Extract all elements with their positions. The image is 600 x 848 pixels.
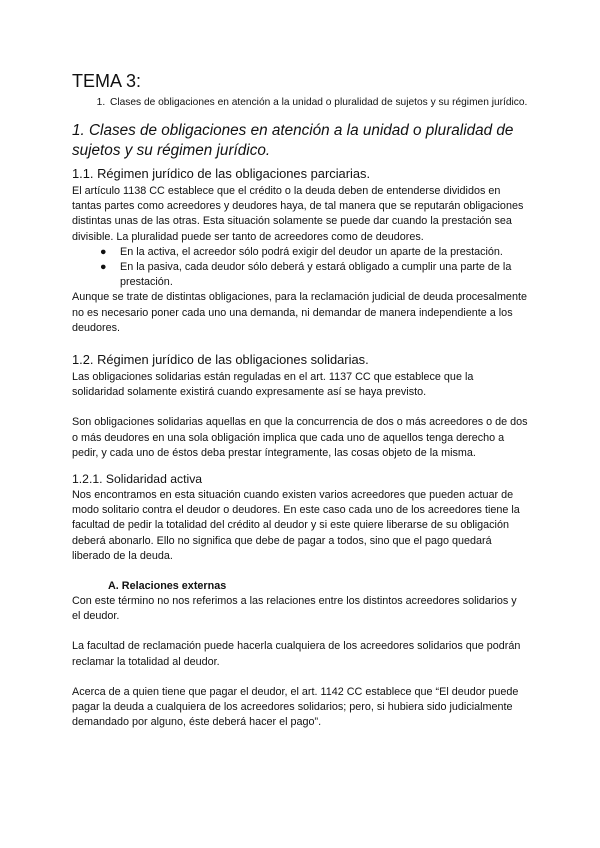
toc-item: 1. Clases de obligaciones en atención a la unidad o pluralidad de sujetos y su régimen jurídico.	[108, 96, 528, 109]
section-1-2-1-heading: 1.2.1. Solidaridad activa	[72, 472, 203, 487]
table-of-contents	[72, 96, 528, 109]
section-1-heading: 1. Clases de obligaciones en atención a la unidad o pluralidad de sujetos y su régimen jurídico.	[72, 122, 514, 159]
paragraph: Son obligaciones solidarias aquellas en que la concurrencia de dos o más acreedores o de dos o más deudores en una sola obligación implica que cada uno de aquellos tenga derecho a pedir, y cada uno de éstos deba prestar íntegramente, las cosas objeto de la misma.	[72, 416, 528, 459]
bullet-icon: ●	[100, 245, 107, 258]
section-1-2-heading: 1.2. Régimen jurídico de las obligaciones solidarias.	[72, 352, 369, 368]
spacer	[72, 624, 528, 639]
paragraph: Aunque se trate de distintas obligaciones, para la reclamación judicial de deuda procesalmente no es necesario poner cada uno una demanda, ni demandar de manera independiente a los deudores.	[72, 291, 527, 334]
bullet-icon: ●	[100, 261, 107, 274]
spacer	[72, 461, 528, 471]
spacer	[72, 400, 528, 415]
bullet-list	[72, 245, 528, 291]
section-1-1-heading: 1.1. Régimen jurídico de las obligaciones parciarias.	[72, 166, 371, 181]
list-item	[100, 245, 528, 260]
spacer	[72, 670, 528, 685]
paragraph: Las obligaciones solidarias están reguladas en el art. 1137 CC que establece que la solidaridad solamente existirá cuando expresamente así se haya previsto.	[72, 371, 474, 399]
paragraph: Acerca de a quien tiene que pagar el deudor, el art. 1142 CC establece que “El deudor puede pagar la deuda a cualquiera de los acreedores solidarios; pero, si hubiera sido judicialmente demandado por alguno, éste deberá hacer el pago”.	[72, 685, 519, 729]
section-a-heading: A. Relaciones externas	[108, 580, 227, 593]
list-item	[100, 260, 528, 290]
list-item-text: En la activa, el acreedor sólo podrá exigir del deudor un aparte de la prestación.	[120, 245, 503, 258]
document-title: TEMA 3:	[72, 71, 142, 91]
paragraph: El artículo 1138 CC establece que el crédito o la deuda deben de entenderse divididos en tantas partes como acreedores y deudores haya, de tal manera que se reputarán obligaciones distintas unas de las otras. Esta situación solamente se puede dar cuando la prestación sea divisible. La pluralidad puede ser tanto de acreedores como de deudores.	[72, 185, 524, 243]
paragraph: Con este término no nos referimos a las relaciones entre los distintos acreedores solidarios y el deudor.	[72, 595, 517, 623]
list-item-text: En la pasiva, cada deudor sólo deberá y estará obligado a cumplir una parte de la prestación.	[120, 261, 512, 289]
paragraph: Nos encontramos en esta situación cuando existen varios acreedores que pueden actuar de modo solitario contra el deudor o deudores. En este caso cada uno de los acreedores tiene la facultad de pedir la totalidad del crédito al deudor y si este quiere liberarse de su obligación deberá abonarlo. Ello no significa que debe de pagar a todos, sino que el pago quedará liberado de la deuda.	[72, 489, 520, 562]
spacer	[72, 564, 528, 579]
spacer	[72, 336, 528, 351]
document-body	[72, 70, 528, 730]
paragraph: La facultad de reclamación puede hacerla cualquiera de los acreedores solidarios que podrán reclamar la totalidad al deudor.	[72, 640, 521, 668]
